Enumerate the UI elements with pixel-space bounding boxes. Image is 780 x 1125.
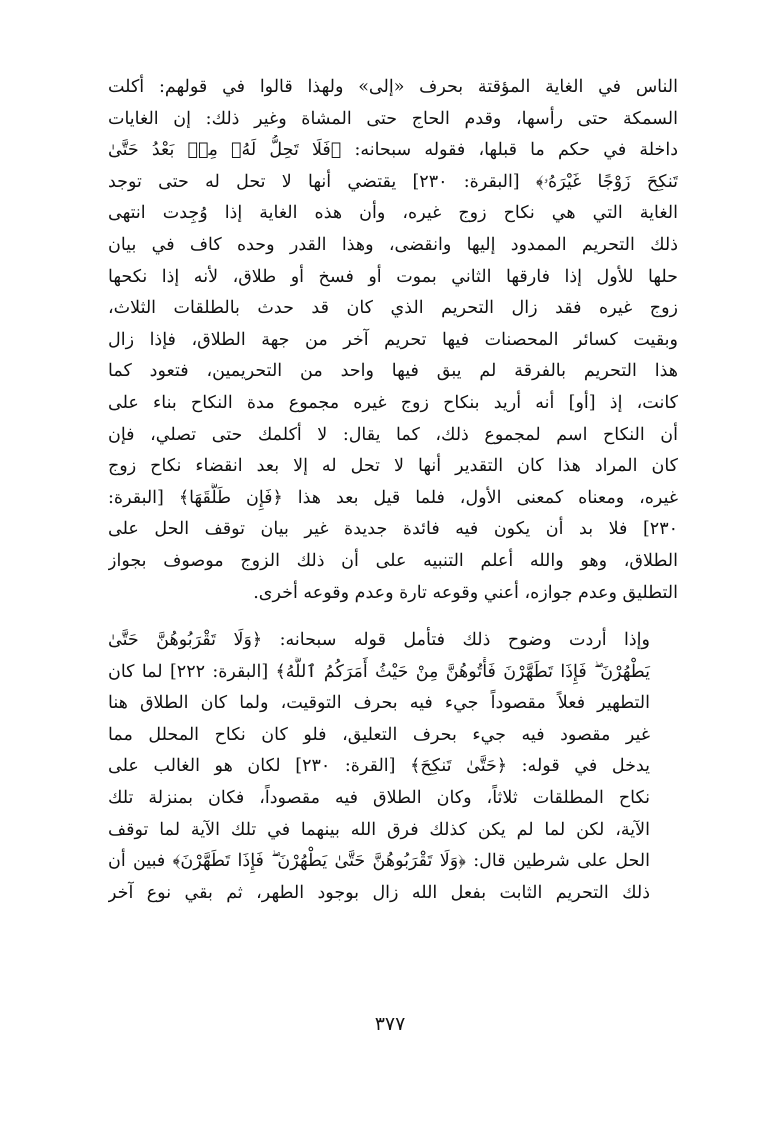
page-number: ٣٧٧ xyxy=(374,1013,406,1035)
text-line: غيره، ومعناه كمعنى الأول، فلما قيل بعد هذا ﴿فَإِن طَلَّقَهَا﴾ [البقرة: xyxy=(108,487,678,508)
text-line: الحل على شرطين قال: ﴿وَلَا تَقْرَبُوهُنَّ حَتَّىٰ يَطْهُرْنَ ۖ فَإِذَا تَطَهَّرْنَ﴾ فبين أن xyxy=(108,851,650,872)
text-line: يدخل في قوله: ﴿حَتَّىٰ تَنكِحَ﴾ [القرة: ٢٣٠] لكان هو الغالب على xyxy=(108,756,650,777)
text-line: نكاح المطلقات ثلاثاً، وكان الطلاق فيه مقصوداً، فكان بمنزلة تلك xyxy=(108,788,650,809)
text-line: كان المراد هذا كان التقدير أنها لا تحل له إلا بعد انقضاء نكاح زوج xyxy=(108,456,678,477)
text-line: السمكة حتى رأسها، وقدم الحاج حتى المشاة وغير ذلك: إن الغايات xyxy=(108,108,678,129)
text-line: التطهير فعلاً مقصوداً جيء فيه بحرف التوقيت، ولما كان الطلاق هنا xyxy=(108,693,650,714)
text-line: ذلك التحريم الممدود إليها وانقضى، وهذا القدر وحده كاف في بيان xyxy=(108,234,678,255)
text-line: ٢٣٠] فلا بد أن يكون فيه فائدة جديدة غير بيان توقف الحل على xyxy=(108,519,678,540)
text-line: غير مقصود فيه جيء بحرف التعليق، فلو كان نكاح المحلل مما xyxy=(108,724,650,745)
text-line: الغاية التي هي نكاح زوج غيره، وأن هذه الغاية إذا وُجِدت انتهى xyxy=(108,203,678,224)
paragraph-2 xyxy=(108,625,678,909)
text-line: هذا التحريم بالفرقة لم يبق فيها واحد من التحريمين، فتعود كما xyxy=(108,361,678,382)
text-line: الناس في الغاية المؤقتة بحرف «إلى» ولهذا قالوا في قولهم: أكلت xyxy=(108,77,678,97)
text-line: حلها للأول إذا فارقها الثاني بموت أو فسخ أو طلاق، لأنه إذا نكحها xyxy=(108,266,678,287)
body-text xyxy=(108,72,678,909)
text-line: التطليق وعدم جوازه، أعني وقوعه تارة وعدم وقوعه أخرى. xyxy=(253,582,678,603)
text-line: وبقيت كسائر المحصنات فيها تحريم آخر من جهة الطلاق، فإذا زال xyxy=(108,329,678,350)
text-line: الآية، لكن لما لم يكن كذلك فرق الله بينهما في تلك الآية لما توقف xyxy=(108,819,650,840)
text-line: تَنكِحَ زَوْجًا غَيْرَهُۥ﴾ [البقرة: ٢٣٠] يقتضي أنها لا تحل له حتى توجد xyxy=(108,171,678,192)
text-line: يَطْهُرْنَ ۖ فَإِذَا تَطَهَّرْنَ فَأْتُوهُنَّ مِنْ حَيْثُ أَمَرَكُمُ ٱللَّهُ﴾ [البقرة: ٢٢٢] لما كان xyxy=(108,661,650,682)
text-line: وإذا أردت وضوح ذلك فتأمل قوله سبحانه: ﴿وَلَا تَقْرَبُوهُنَّ حَتَّىٰ xyxy=(108,630,650,651)
text-line: أن النكاح اسم لمجموع ذلك، كما يقال: لا أكلمك حتى تصلي، فإن xyxy=(108,424,678,445)
text-line: كانت، إذ [أو] أنه أريد بنكاح زوج غيره مجموع مدة النكاح بناء على xyxy=(108,392,678,413)
text-line: داخلة في حكم ما قبلها، فقوله سبحانه: ﴿فَلَا تَحِلُّ لَهُۥ مِنۢ بَعْدُ حَتَّىٰ xyxy=(108,140,678,161)
text-line: ذلك التحريم الثابت بفعل الله زال بوجود الطهر، ثم بقي نوع آخر xyxy=(108,882,650,903)
paragraph-1 xyxy=(108,72,678,609)
text-line: زوج غيره فقد زال التحريم الذي كان قد حدث بالطلقات الثلاث، xyxy=(108,298,678,319)
text-line: الطلاق، وهو والله أعلم التنبيه على أن ذلك الزوج موصوف بجواز xyxy=(108,550,678,571)
